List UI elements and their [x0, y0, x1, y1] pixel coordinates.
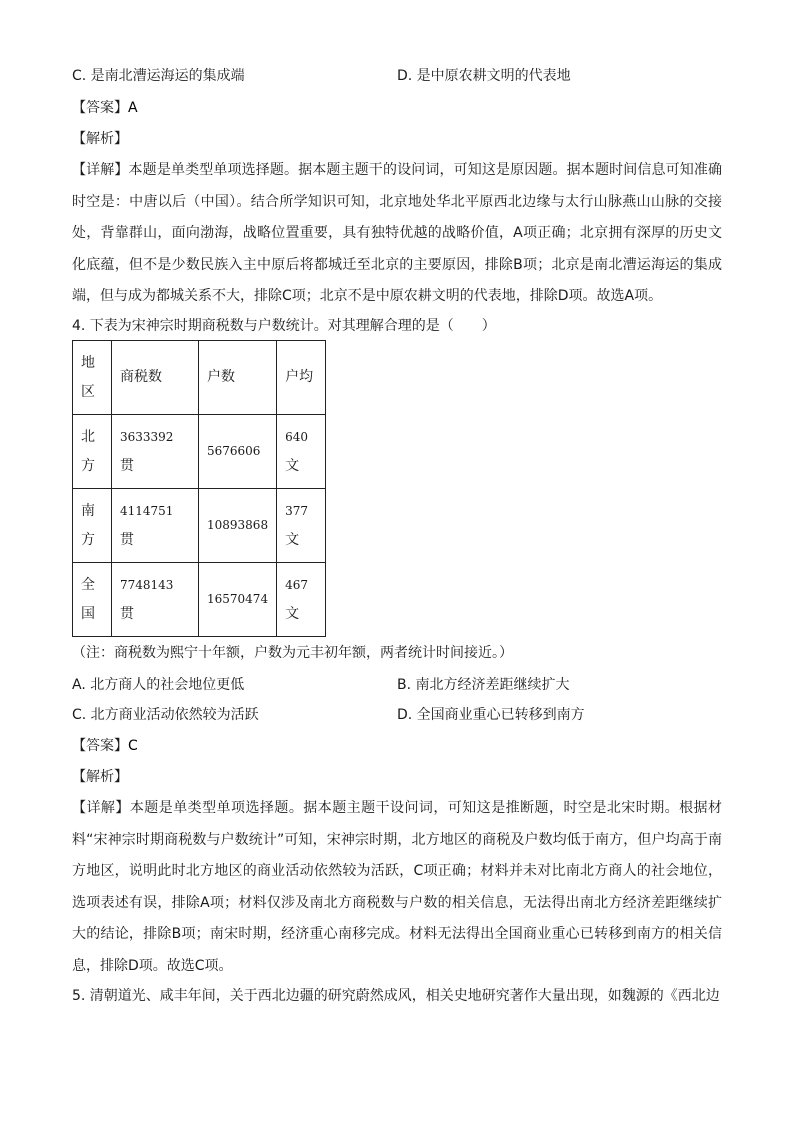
- tax-unit: 贯: [120, 605, 134, 622]
- detail-paragraph: [72, 155, 722, 313]
- detail-text: 本题是单类型单项选择题。据本题主题干设问词，可知这是推断题，时空是北宋时期。根据材料“宋神宗时期商税数与户数统计”可知，宋神宗时期，北方地区的商税及户数均低于南方，但户均高于南方地区，说明此时北方地区的商业活动依然较为活跃，C项正确；材料并未对比南北方商人的社会地位，选项表述有误，排除A项；材料仅涉及南北方商税数与户数的相关信息，无法得出南北方经济差距继续扩大的结论，排除B项；南宋时期，经济重心南移完成。材料无法得出全国商业重心已转移到南方的相关信息，排除D项。故选C项。: [72, 800, 723, 974]
- option-b: B. 南北方经济差距继续扩大: [397, 677, 570, 693]
- cell-average: [277, 415, 326, 489]
- option-c: C. 是南北漕运海运的集成端: [72, 68, 245, 84]
- answer-label: 【答案】: [72, 738, 128, 754]
- cell-average: [277, 563, 326, 637]
- question-5-stem: 5. 清朝道光、咸丰年间，关于西北边疆的研究蔚然成风，相关史地研究著作大量出现，如魏源的《西北边: [72, 988, 720, 1004]
- tax-unit: 贯: [120, 531, 134, 548]
- cell-households: 10893868: [199, 489, 277, 563]
- detail-label: 【详解】: [72, 800, 130, 816]
- average-value: 467: [285, 577, 308, 592]
- question-4-stem: 4. 下表为宋神宗时期商税数与户数统计。对其理解合理的是（ ）: [72, 318, 496, 334]
- cell-average: [277, 489, 326, 563]
- header-region: 地区: [73, 341, 112, 415]
- answer-line: [72, 736, 138, 756]
- average-value: 377: [285, 503, 308, 518]
- table-row: [73, 489, 326, 563]
- answer-value: A: [128, 100, 138, 116]
- cell-tax: [112, 415, 199, 489]
- header-households: 户数: [199, 341, 277, 415]
- tax-table: [72, 340, 326, 637]
- cell-tax: [112, 489, 199, 563]
- detail-label: 【详解】: [72, 162, 129, 178]
- tax-value: 3633392: [120, 429, 174, 444]
- average-unit: 文: [285, 605, 300, 622]
- option-d: D. 是中原农耕文明的代表地: [397, 68, 571, 84]
- cell-tax: [112, 563, 199, 637]
- table-row: [73, 563, 326, 637]
- average-value: 640: [285, 429, 308, 444]
- table-note: （注：商税数为熙宁十年额，户数为元丰初年额，两者统计时间接近。）: [72, 645, 513, 661]
- header-average: 户均: [277, 341, 326, 415]
- option-c: C. 北方商业活动依然较为活跃: [72, 707, 259, 723]
- cell-region: 南方: [73, 489, 112, 563]
- average-unit: 文: [285, 531, 300, 548]
- cell-region: 全国: [73, 563, 112, 637]
- average-unit: 文: [285, 457, 300, 474]
- cell-households: 5676606: [199, 415, 277, 489]
- tax-unit: 贯: [120, 457, 134, 474]
- tax-value: 7748143: [120, 577, 174, 592]
- tax-value: 4114751: [120, 503, 174, 518]
- cell-households: 16570474: [199, 563, 277, 637]
- table-row: [73, 415, 326, 489]
- option-a: A. 北方商人的社会地位更低: [72, 677, 245, 693]
- cell-region: 北方: [73, 415, 112, 489]
- header-tax: 商税数: [112, 341, 199, 415]
- detail-text: 本题是单类型单项选择题。据本题主题干的设问词，可知这是原因题。据本题时间信息可知准确时空是：中唐以后（中国）。结合所学知识可知，北京地处华北平原西北边缘与太行山脉燕山山脉的交接处，背靠群山，面向渤海，战略位置重要，具有独特优越的战略价值，A项正确；北京拥有深厚的历史文化底蕴，但不是少数民族入主中原后将都城迁至北京的主要原因，排除B项；北京是南北漕运海运的集成端，但与成为都城关系不大，排除C项；北京不是中原农耕文明的代表地，排除D项。故选A项。: [72, 162, 723, 304]
- answer-label: 【答案】: [72, 100, 128, 116]
- answer-value: C: [128, 738, 138, 754]
- option-d: D. 全国商业重心已转移到南方: [397, 707, 585, 723]
- detail-paragraph: [72, 793, 722, 982]
- answer-line: [72, 98, 138, 118]
- analysis-label: 【解析】: [72, 131, 128, 147]
- table-header-row: [73, 341, 326, 415]
- analysis-label: 【解析】: [72, 769, 128, 785]
